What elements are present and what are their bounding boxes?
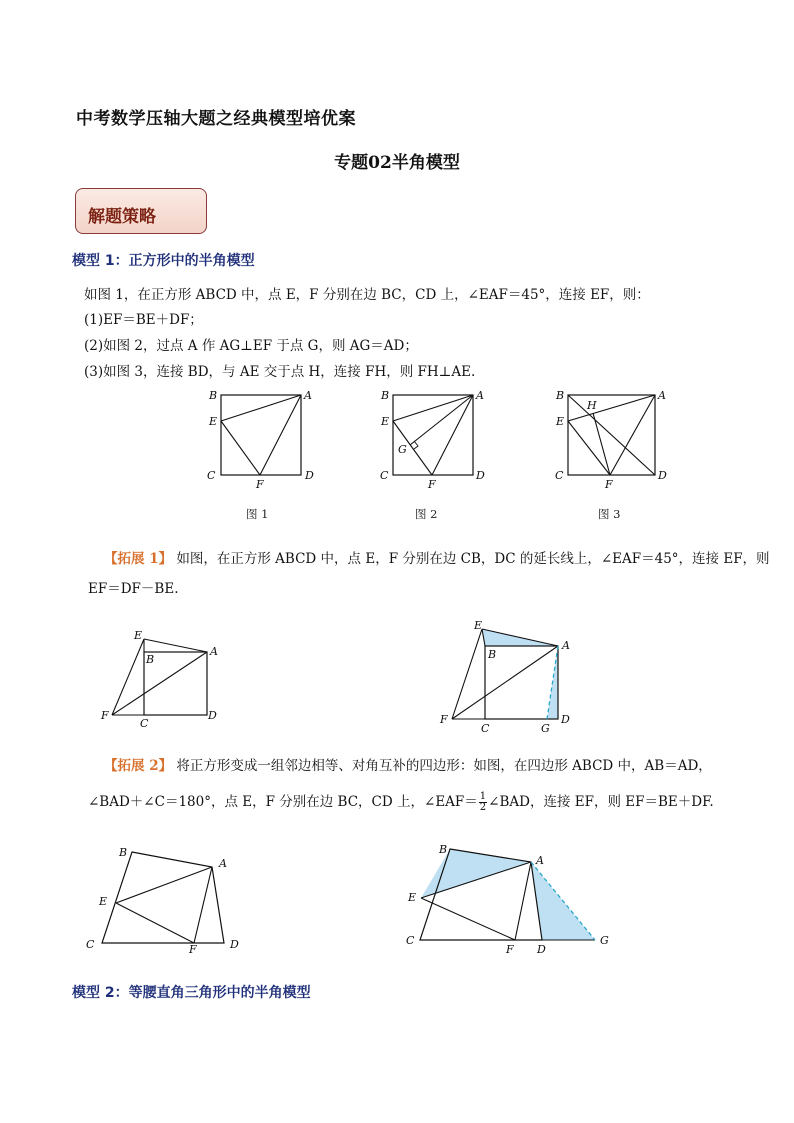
fig2-label-D: D (476, 469, 485, 482)
ext2l-label-E: E (99, 895, 108, 908)
ext2-text-line1: 将正方形变成一组邻边相等、对角互补的四边形：如图，在四边形 ABCD 中，AB＝AD， (176, 758, 712, 774)
ext2l-label-A: A (219, 857, 227, 870)
ext1r-label-C: C (481, 722, 490, 735)
model1-line3: (2)如图 2，过点 A 作 AG⊥EF 于点 G，则 AG＝AD； (84, 338, 418, 354)
model1-line4: (3)如图 3，连接 BD，与 AE 交于点 H，连接 FH，则 FH⊥AE. (84, 364, 476, 380)
ext1-label: 【拓展 1】 (104, 551, 173, 567)
ext2r-label-B: B (439, 843, 448, 856)
figure-1 (200, 385, 320, 495)
ext1r-label-G: G (541, 722, 550, 735)
fig3-label-C: C (555, 469, 564, 482)
ext2r-label-D: D (537, 943, 546, 956)
fig1-label-A: A (304, 389, 312, 402)
ext2r-label-C: C (406, 934, 415, 947)
ext1-line1 (104, 549, 770, 569)
ext2r-label-G: G (600, 934, 609, 947)
ext2-line1 (104, 756, 712, 776)
topic-title: 专题02半角模型 (334, 153, 460, 173)
fraction-numerator: 1 (479, 791, 487, 802)
ext2l-label-F: F (189, 943, 197, 955)
fraction-denominator: 2 (479, 802, 487, 813)
ext1r-label-E: E (474, 619, 483, 632)
ext2-text-line2b: ∠BAD，连接 EF，则 EF＝BE＋DF. (488, 794, 714, 810)
fig2-label-C: C (380, 469, 389, 482)
fig1-label-E: E (209, 415, 218, 428)
ext2-label: 【拓展 2】 (104, 758, 173, 774)
ext1r-label-A: A (562, 639, 570, 652)
fig1-label-C: C (207, 469, 216, 482)
half-fraction (479, 792, 487, 813)
ext1-figure-right (430, 615, 590, 735)
fig2-label-A: A (476, 389, 484, 402)
fig3-label-B: B (556, 389, 565, 402)
figure-3 (545, 385, 670, 495)
ext1r-label-D: D (561, 713, 570, 726)
ext2-figure-right (405, 840, 617, 960)
fig3-label-D: D (658, 469, 667, 482)
model1-line2: (1)EF＝BE＋DF； (84, 312, 203, 328)
ext1r-label-B: B (488, 648, 497, 661)
ext1-text-line2: EF＝DF－BE. (88, 581, 179, 597)
fig2-label-F: F (428, 478, 436, 491)
ext1l-label-C: C (140, 717, 149, 730)
fig3-label-A: A (658, 389, 666, 402)
ext1l-label-A: A (210, 645, 218, 658)
ext2-figure-left (82, 840, 247, 955)
ext1l-label-B: B (146, 653, 155, 666)
fig2-label-B: B (381, 389, 390, 402)
figure-2-caption: 图 2 (415, 507, 438, 521)
fig1-label-D: D (305, 469, 314, 482)
fig3-label-F: F (605, 478, 613, 491)
ext1l-label-D: D (208, 709, 217, 722)
ext2r-label-A: A (536, 854, 544, 867)
ext2l-label-D: D (230, 938, 239, 951)
ext2-text-line2a: ∠BAD＋∠C＝180°，点 E，F 分别在边 BC，CD 上，∠EAF＝ (88, 794, 478, 810)
ext1-text-line1: 如图，在正方形 ABCD 中，点 E，F 分别在边 CB，DC 的延长线上，∠EAF＝45°，连接 EF，则 (176, 551, 770, 567)
ext1-figure-left (96, 625, 226, 730)
ext2-line2 (88, 792, 714, 813)
ext1l-label-F: F (101, 709, 109, 722)
ext2r-label-F: F (506, 943, 514, 956)
fig2-label-E: E (381, 415, 390, 428)
figure-1-caption: 图 1 (246, 507, 269, 521)
strategy-label: 解题策略 (88, 207, 156, 227)
fig3-label-H: H (587, 399, 597, 412)
model1-heading: 模型 1：正方形中的半角模型 (72, 253, 255, 269)
ext1l-label-E: E (134, 629, 143, 642)
fig3-label-E: E (556, 415, 565, 428)
document-title: 中考数学压轴大题之经典模型培优案 (76, 109, 356, 129)
figure-3-caption: 图 3 (598, 507, 621, 521)
ext2r-label-E: E (408, 891, 417, 904)
figure-2 (370, 385, 495, 495)
model2-heading: 模型 2：等腰直角三角形中的半角模型 (72, 985, 311, 1001)
ext1r-label-F: F (440, 713, 448, 726)
strategy-banner (75, 188, 207, 234)
fig1-label-B: B (209, 389, 218, 402)
fig2-label-G: G (398, 443, 407, 456)
ext2l-label-B: B (119, 846, 128, 859)
fig1-label-F: F (256, 478, 264, 491)
model1-line1: 如图 1，在正方形 ABCD 中，点 E，F 分别在边 BC，CD 上，∠EAF＝45°，连接 EF，则： (84, 287, 650, 303)
ext2l-label-C: C (86, 938, 95, 951)
